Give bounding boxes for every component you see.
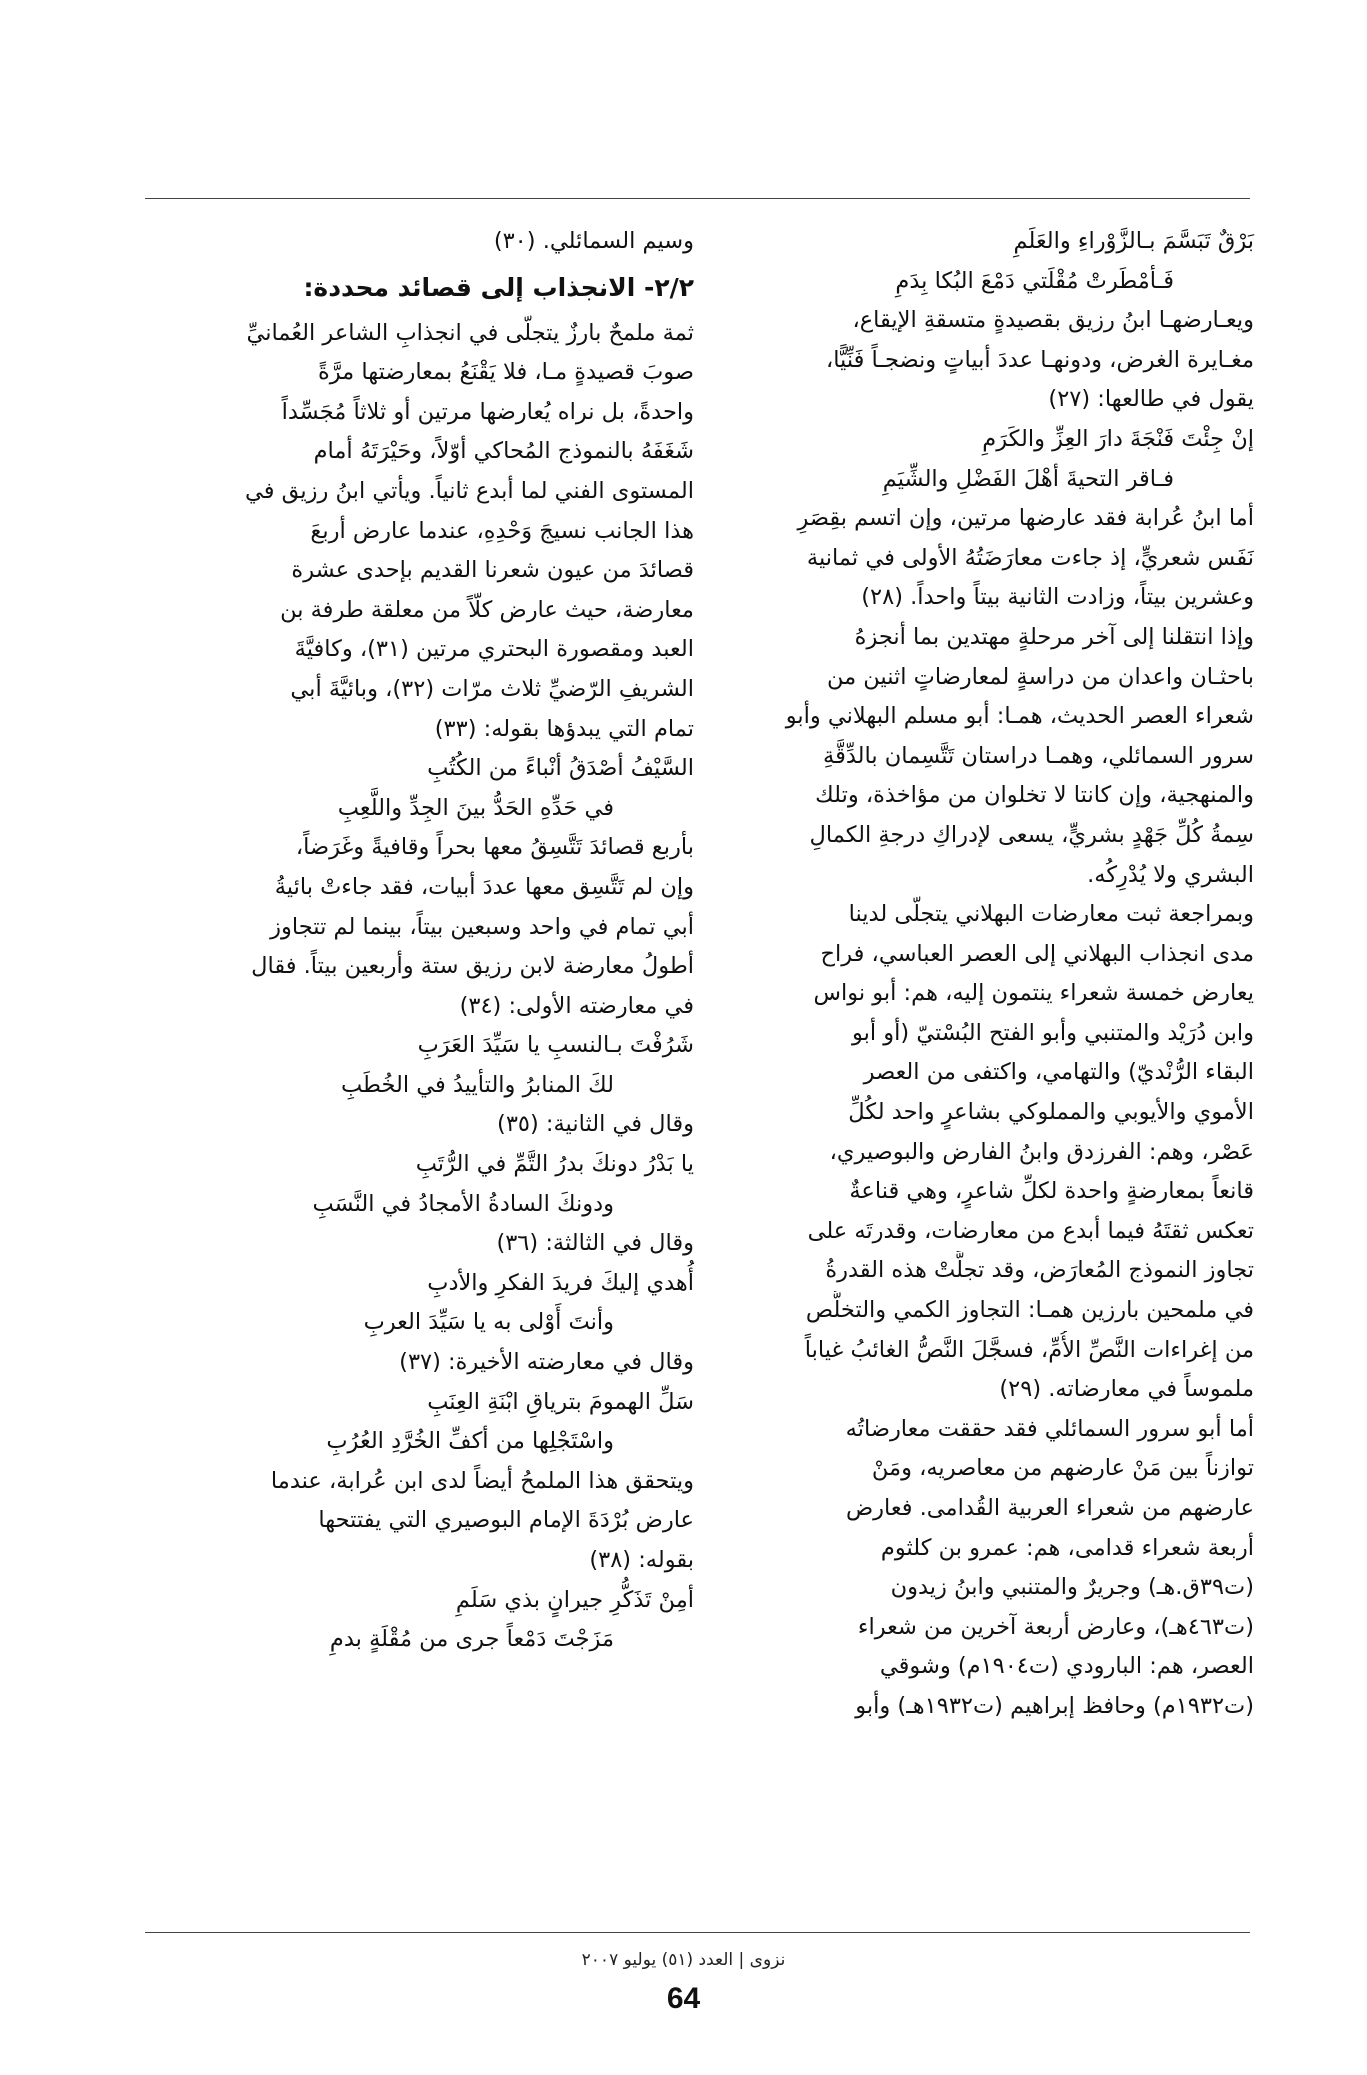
section-heading: ٢/٢- الانجذاب إلى قصائد محددة: bbox=[303, 272, 694, 302]
text-line: توازناً بين مَنْ عارضهم من معاصريه، ومَنْ bbox=[871, 1455, 1254, 1482]
text-line: صوبَ قصيدةٍ مـا، فلا يَقْنَعُ بمعارضتها مرَّةً bbox=[317, 359, 694, 386]
page-number: 64 bbox=[666, 1982, 701, 2015]
text-line: هذا الجانب نسيجَ وَحْدِهِ، عندما عارض أربعَ bbox=[310, 517, 694, 544]
verse-second-hemistich: لكَ المنابرُ والتأييدُ في الخُطَبِ bbox=[340, 1071, 614, 1098]
text-line: وقال في معارضته الأخيرة: (٣٧) bbox=[399, 1349, 694, 1376]
text-line: قانعاً بمعارضةٍ واحدة لكلِّ شاعرٍ، وهي قناعةٌ bbox=[849, 1178, 1254, 1205]
verse-second-hemistich: فَـأمْطَرتْ مُقْلَتي دَمْعَ البُكا بِدَمِ bbox=[895, 267, 1174, 294]
text-line: وإذا انتقلنا إلى آخر مرحلةٍ مهتدين بما أنجزهُ bbox=[854, 623, 1254, 650]
text-line: أطولُ معارضة لابن رزيق ستة وأربعين بيتاً. فقال bbox=[251, 953, 694, 980]
text-line: وسيم السمائلي. (٣٠) bbox=[493, 228, 694, 254]
text-line: وابن دُرَيْد والمتنبي وأبو الفتح البُسْتيّ (أو أبو bbox=[852, 1019, 1254, 1046]
text-line: الشريفِ الرّضيِّ ثلاث مرّات (٣٢)، وبائيَّةَ أبي bbox=[290, 675, 694, 702]
verse-first-hemistich: بَرْقٌ تَبَسَّمَ بـالزَّوْراءِ والعَلَمِ bbox=[1013, 228, 1254, 254]
text-line: معارضة، حيث عارض كلّاً من معلقة طرفة بن bbox=[280, 596, 694, 623]
text-line: قصائدَ من عيون شعرنا القديم بإحدى عشرة bbox=[291, 557, 694, 584]
text-line: وإن لم تَتَّسِق معها عددَ أبيات، فقد جاءتْ بائيةُ bbox=[274, 873, 694, 900]
text-line: يقول في طالعها: (٢٧) bbox=[1048, 386, 1254, 413]
text-line: الأموي والأيوبي والمملوكي بشاعرٍ واحد لكُلِّ bbox=[848, 1099, 1254, 1126]
verse-second-hemistich: فـاقر التحيةَ أهْلَ الفَضْلِ والشِّيَمِ bbox=[882, 465, 1174, 492]
verse-first-hemistich: يا بَدْرُ دونكَ بدرُ التَّمِّ في الرُّتَبِ bbox=[415, 1151, 694, 1178]
text-line: يعارض خمسة شعراء ينتمون إليه، هم: أبو نواس bbox=[813, 980, 1254, 1007]
verse-first-hemistich: أمِنْ تَذَكُّرِ جيرانٍ بذي سَلَمِ bbox=[455, 1586, 694, 1613]
text-line: سِمةُ كُلِّ جَهْدٍ بشريٍّ، يسعى لإدراكِ درجةِ الكمالِ bbox=[809, 821, 1254, 848]
text-line: وقال في الثالثة: (٣٦) bbox=[496, 1230, 694, 1257]
text-line: في معارضته الأولى: (٣٤) bbox=[459, 992, 694, 1019]
text-line: العبد ومقصورة البحتري مرتين (٣١)، وكافيَّةَ bbox=[294, 636, 694, 663]
text-line: واحدةً، بل نراه يُعارضها مرتين أو ثلاثاً مُجَسِّداً bbox=[281, 398, 694, 425]
verse-first-hemistich: شَرُفْتَ بـالنسبِ يا سَيِّدَ العَرَبِ bbox=[417, 1032, 694, 1059]
text-line: شعراء العصر الحديث، همـا: أبو مسلم البهلاني وأبو bbox=[785, 703, 1254, 730]
text-line: سرور السمائلي، وهمـا دراستان تَتَّسِمان بالدِّقَّةِ bbox=[823, 742, 1254, 769]
text-line: (ت١٩٣٢م) وحافظ إبراهيم (ت١٩٣٢هـ) وأبو bbox=[855, 1692, 1254, 1719]
text-line: بأربع قصائدَ تَتَّسِقُ معها بحراً وقافيةً وغَرَضاً، bbox=[295, 834, 694, 861]
text-line: البقاء الرُّنْديّ) والتهامي، واكتفى من العصر bbox=[863, 1059, 1254, 1086]
text-line: نَفَس شعريٍّ، إذ جاءت معارَضَتُهُ الأولى في ثمانية bbox=[806, 544, 1254, 571]
top-rule bbox=[145, 198, 1250, 199]
text-line: أربعة شعراء قدامى، هم: عمرو بن كلثوم bbox=[880, 1534, 1254, 1561]
text-line: عارض بُرْدَةَ الإمام البوصيري التي يفتتحها bbox=[318, 1507, 694, 1534]
text-line: وعشرين بيتاً، وزادت الثانية بيتاً واحداً. (٢٨) bbox=[861, 584, 1254, 611]
text-line: العصر، هم: البارودي (ت١٩٠٤م) وشوقي bbox=[879, 1653, 1254, 1680]
text-line: أبي تمام في واحد وسبعين بيتاً، بينما لم تتجاوز bbox=[270, 913, 694, 940]
text-line: بقوله: (٣٨) bbox=[589, 1547, 694, 1573]
verse-second-hemistich: واسْتَجْلِها من أكفِّ الخُرَّدِ العُرُبِ bbox=[326, 1428, 614, 1455]
text-line: وبمراجعة ثبت معارضات البهلاني يتجلّى لدينا bbox=[848, 901, 1254, 928]
verse-first-hemistich: السَّيْفُ أصْدَقُ أنْباءً من الكُتُبِ bbox=[427, 755, 694, 782]
text-line: باحثـان واعدان من دراسةٍ لمعارضاتٍ اثنين من bbox=[826, 663, 1254, 690]
verse-second-hemistich: ودونكَ السادةُ الأمجادُ في النَّسَبِ bbox=[312, 1190, 614, 1217]
text-line: عارضهم من شعراء العربية القُدامى. فعارض bbox=[845, 1495, 1254, 1521]
verse-first-hemistich: إنْ جِئْتَ فَنْجَةَ دارَ العِزِّ والكَرَمِ bbox=[982, 425, 1254, 452]
footer-issue-line: نزوى | العدد (٥١) يوليو ٢٠٠٧ bbox=[581, 1950, 786, 1970]
bottom-rule bbox=[145, 1932, 1250, 1933]
text-line: ويعـارضهـا ابنُ رزيق بقصيدةٍ متسقةِ الإيقاع، bbox=[852, 307, 1254, 334]
text-line: ثمة ملمحٌ بارزٌ يتجلّى في انجذابِ الشاعر العُمانيِّ bbox=[246, 319, 694, 346]
text-line: والمنهجية، وإن كانتا لا تخلوان من مؤاخذة، وتلك bbox=[815, 782, 1254, 809]
verse-second-hemistich: وأنتَ أَوْلى به يا سَيِّدَ العربِ bbox=[363, 1309, 614, 1336]
text-line: مغـايرة الغرض، ودونهـا عددَ أبياتٍ ونضجـاً فَنِّيًّا، bbox=[825, 346, 1254, 373]
text-line: تمام التي يبدؤها بقوله: (٣٣) bbox=[434, 715, 694, 742]
text-line: وقال في الثانية: (٣٥) bbox=[497, 1111, 694, 1138]
text-line: (ت٤٦٣هـ)، وعارض أربعة آخرين من شعراء bbox=[857, 1613, 1254, 1640]
text-line: تعكس ثقتَهُ فيما أبدع من معارضات، وقدرتَه على bbox=[807, 1217, 1254, 1244]
text-line: (ت٣٩ق.هـ) وجريرٌ والمتنبي وابنُ زيدون bbox=[890, 1574, 1254, 1601]
text-line: أما أبو سرور السمائلي فقد حققت معارضاتُه bbox=[845, 1415, 1254, 1442]
text-line: تجاوز النموذج المُعارَض، وقد تجلَّتْ هذه القدرةُ bbox=[825, 1257, 1254, 1284]
text-line: عَصْر، وهم: الفرزدق وابنُ الفارض والبوصيري، bbox=[829, 1138, 1254, 1165]
text-line: مدى انجذاب البهلاني إلى العصر العباسي، فراح bbox=[820, 940, 1254, 967]
text-line: البشري ولا يُدْرِكُه. bbox=[1087, 861, 1254, 888]
verse-second-hemistich: في حَدِّهِ الحَدُّ بينَ الجِدِّ واللَّعِبِ bbox=[337, 794, 614, 821]
verse-first-hemistich: أُهدي إليكَ فريدَ الفكرِ والأدبِ bbox=[427, 1269, 694, 1296]
verse-second-hemistich: مَزَجْتَ دَمْعاً جرى من مُقْلَةٍ بدمِ bbox=[329, 1626, 614, 1653]
left-column bbox=[147, 222, 694, 1660]
text-line: شَغَفَهُ بالنموذج المُحاكي أوّلاً، وحَيْرَتَهُ أمام bbox=[313, 438, 694, 465]
text-line: المستوى الفني لما أبدع ثانياً. ويأتي ابنُ رزيق في bbox=[244, 477, 694, 504]
verse-first-hemistich: سَلِّ الهمومَ بترياقِ ابْنَةِ العِنَبِ bbox=[427, 1388, 694, 1415]
right-column bbox=[707, 222, 1254, 1727]
text-line: أما ابنُ عُرابة فقد عارضها مرتين، وإن اتسم بقِصَرِ bbox=[797, 505, 1254, 532]
text-line: من إغراءات النَّصِّ الأُمِّ، فسجَّلَ النَّصُّ الغائبُ غياباً bbox=[804, 1336, 1254, 1363]
text-line: ويتحقق هذا الملمحُ أيضاً لدى ابن عُرابة، عندما bbox=[270, 1467, 694, 1494]
text-line: في ملمحين بارزين همـا: التجاوز الكمي والتخلُّص bbox=[805, 1297, 1254, 1324]
text-line: ملموساً في معارضاته. (٢٩) bbox=[999, 1376, 1254, 1403]
